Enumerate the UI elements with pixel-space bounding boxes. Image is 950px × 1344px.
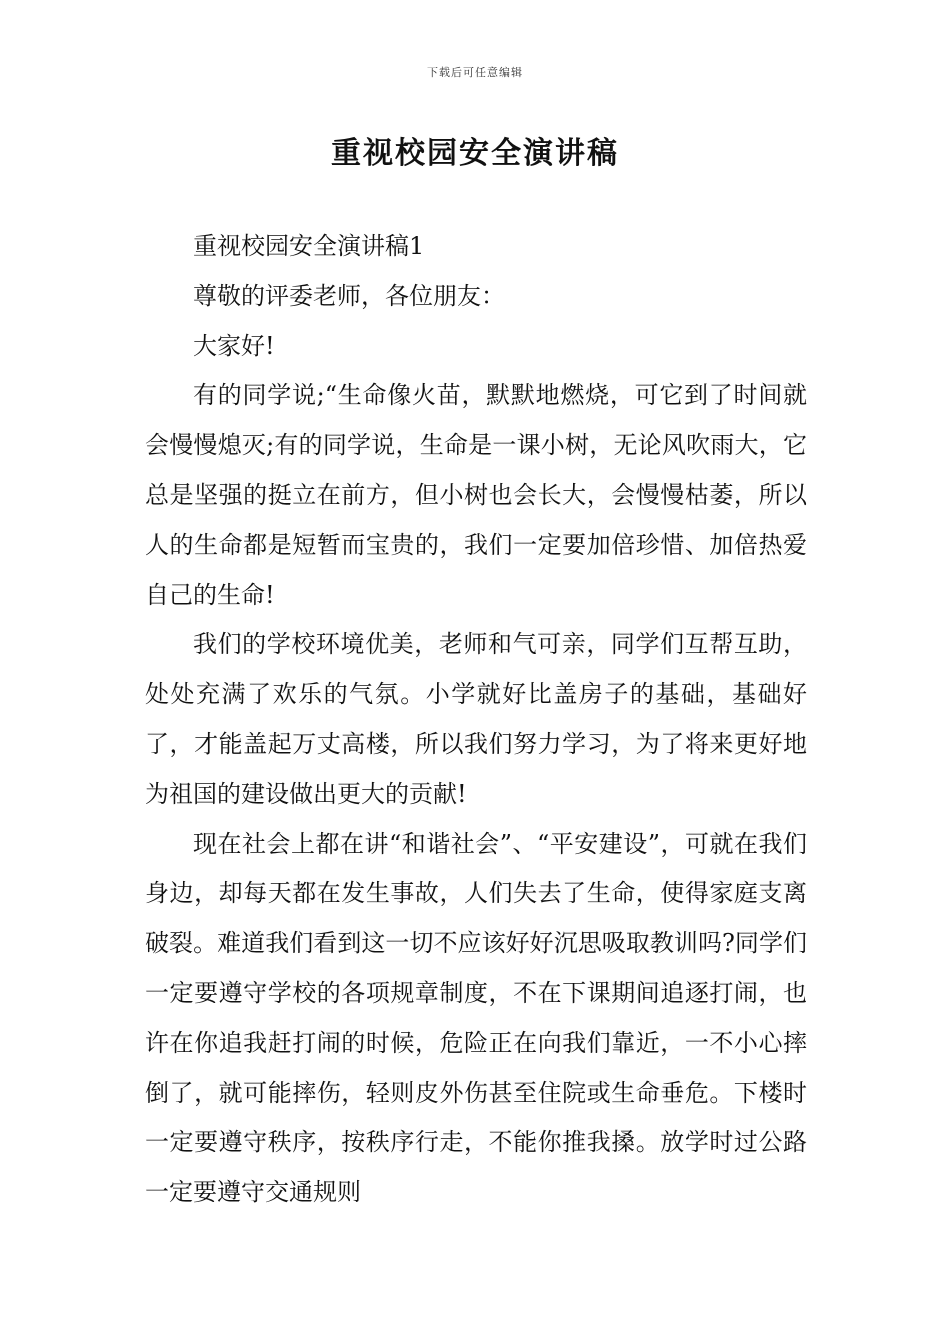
paragraph-greeting: 大家好! [193,331,275,360]
header-note: 下载后可任意编辑 [427,66,523,79]
paragraph-salutation: 尊敬的评委老师，各位朋友： [193,281,505,310]
paragraph: 现在社会上都在讲“和谐社会”、“平安建设”，可就在我们身边，却每天都在发生事故，人们失去了生命，使得家庭支离破裂。难道我们看到这一切不应该好好沉思吸取教训吗?同学们一定要遵守学校的各项规章制度，不在下课期间追逐打闹，也许在你追我赶打闹的时候，危险正在向我们靠近，一不小心摔倒了，就可能摔伤，轻则皮外伤甚至住院或生命垂危。下楼时一定要遵守秩序，按秩序行走，不能你推我搡。放学时过公路一定要遵守交通规则 [145,829,807,1207]
paragraph-subtitle: 重视校园安全演讲稿1 [193,232,425,260]
page-title: 重视校园安全演讲稿 [331,136,619,171]
paragraph: 有的同学说;“生命像火苗，默默地燃烧，可它到了时间就会慢慢熄灭;有的同学说，生命是一课小树，无论风吹雨大，它总是坚强的挺立在前方，但小树也会长大，会慢慢枯萎，所以人的生命都是短暂而宝贵的，我们一定要加倍珍惜、加倍热爱自己的生命! [145,381,807,609]
paragraph: 我们的学校环境优美，老师和气可亲，同学们互帮互助，处处充满了欢乐的气氛。小学就好比盖房子的基础，基础好了，才能盖起万丈高楼，所以我们努力学习，为了将来更好地为祖国的建设做出更大的贡献! [145,630,807,808]
document-body [145,222,807,1218]
